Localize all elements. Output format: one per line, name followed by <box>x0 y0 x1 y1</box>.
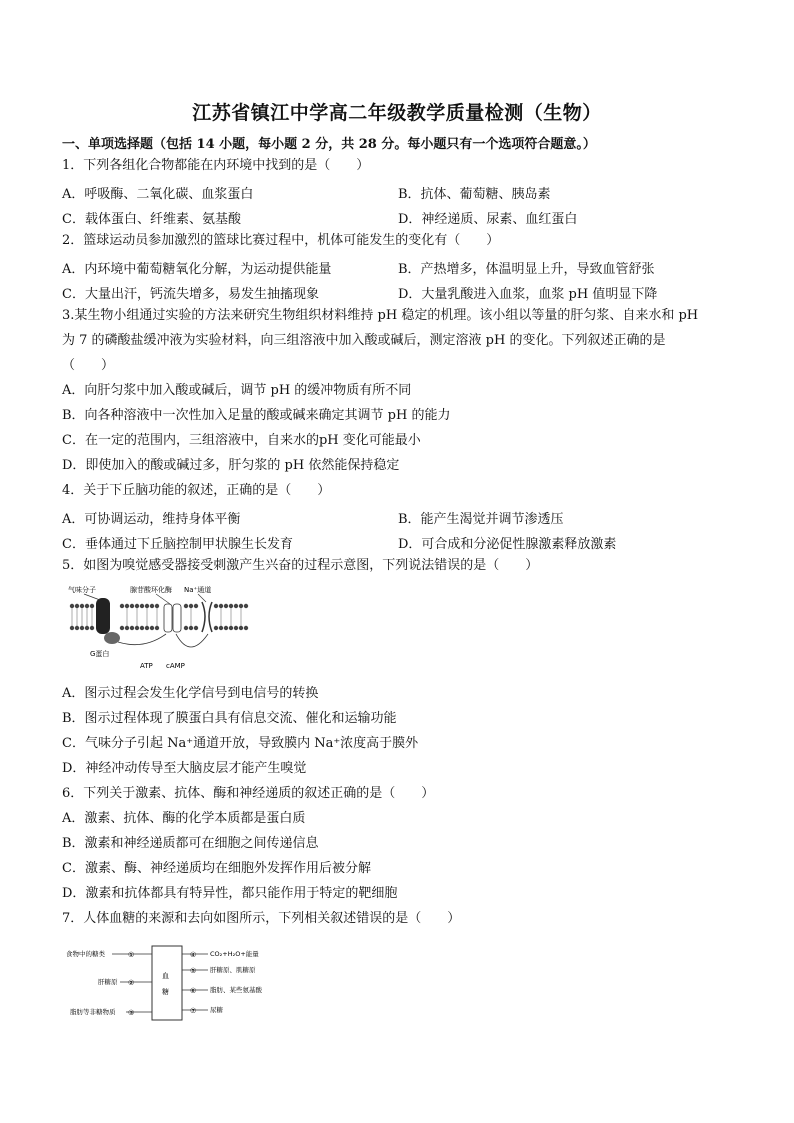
step-2: ② <box>128 979 135 987</box>
q1-option-c: C．载体蛋白、纤维素、氨基酸 <box>62 212 241 227</box>
q6-option-a: A．激素、抗体、酶的化学本质都是蛋白质 <box>62 811 306 826</box>
q2-option-d: D．大量乳酸进入血浆，血浆 pH 值明显下降 <box>398 287 658 302</box>
q3-stem-line3: （ ） <box>62 358 115 373</box>
q1-option-a: A．呼吸酶、二氧化碳、血浆蛋白 <box>62 187 254 202</box>
step-1: ① <box>128 951 135 959</box>
q6-option-b: B．激素和神经递质都可在细胞之间传递信息 <box>62 836 319 851</box>
q3-stem-line1: 3.某生物小组通过实验的方法来研究生物组织材料维持 pH 稳定的机理。该小组以等量的肝匀浆、自来水和 pH <box>62 308 699 323</box>
g-protein <box>104 632 120 644</box>
q2-option-a: A．内环境中葡萄糖氧化分解，为运动提供能量 <box>62 262 332 277</box>
label-adenylate-cyclase: 腺苷酸环化酶 <box>130 586 172 594</box>
q5-option-b: B．图示过程体现了膜蛋白具有信息交流、催化和运输功能 <box>62 711 397 726</box>
step-5: ⑤ <box>190 967 197 975</box>
q3-option-b: B．向各种溶液中一次性加入足量的酸或碱来确定其调节 pH 的能力 <box>62 408 451 423</box>
page-title: 江苏省镇江中学高二年级教学质量检测（生物） <box>192 102 602 124</box>
output-urine-sugar: 尿糖 <box>210 1006 223 1014</box>
label-na-channel: Na⁺通道 <box>184 586 212 594</box>
q2-option-c: C．大量出汗，钙流失增多，易发生抽搐现象 <box>62 287 319 302</box>
label-g-protein: G蛋白 <box>90 650 110 658</box>
q1-stem: 1．下列各组化合物都能在内环境中找到的是（ ） <box>62 158 370 173</box>
label-atp: ATP <box>140 662 153 670</box>
q4-stem: 4．关于下丘脑功能的叙述，正确的是（ ） <box>62 483 331 498</box>
step-3: ③ <box>128 1009 135 1017</box>
blood-glucose-box <box>152 946 182 1020</box>
q3-option-c: C．在一定的范围内，三组溶液中，自来水的pH 变化可能最小 <box>62 433 421 448</box>
q7-stem: 7．人体血糖的来源和去向如图所示，下列相关叙述错误的是（ ） <box>62 911 461 926</box>
section-heading: 一、单项选择题（包括 14 小题，每小题 2 分，共 28 分。每小题只有一个选项符合题意。） <box>62 137 596 152</box>
q6-option-c: C．激素、酶、神经递质均在细胞外发挥作用后被分解 <box>62 861 371 876</box>
q3-stem-line2: 为 7 的磷酸盐缓冲液为实验材料，向三组溶液中加入酸或碱后，测定溶液 pH 的变化。下列叙述正确的是 <box>62 333 666 348</box>
source-food-carbs: 食物中的糖类 <box>66 950 105 958</box>
cyclase-shape <box>164 604 172 632</box>
q4-option-c: C．垂体通过下丘脑控制甲状腺生长发育 <box>62 537 293 552</box>
source-non-sugar: 脂肪等非糖物质 <box>70 1008 116 1016</box>
q6-stem: 6．下列关于激素、抗体、酶和神经递质的叙述正确的是（ ） <box>62 786 435 801</box>
q4-option-a: A．可协调运动，维持身体平衡 <box>62 512 241 527</box>
odor-receptor <box>96 598 110 634</box>
label-odor-molecule: 气味分子 <box>68 586 96 594</box>
q1-option-d: D．神经递质、尿素、血红蛋白 <box>398 212 578 227</box>
output-fat-amino-acids: 脂肪、某些氨基酸 <box>210 986 262 994</box>
q3-option-a: A．向肝匀浆中加入酸或碱后，调节 pH 的缓冲物质有所不同 <box>62 383 412 398</box>
q4-option-b: B．能产生渴觉并调节渗透压 <box>398 512 564 527</box>
q5-option-c: C．气味分子引起 Na⁺通道开放，导致膜内 Na⁺浓度高于膜外 <box>62 736 419 751</box>
q5-stem: 5．如图为嗅觉感受器接受刺激产生兴奋的过程示意图，下列说法错误的是（ ） <box>62 558 539 573</box>
q1-option-b: B．抗体、葡萄糖、胰岛素 <box>398 187 551 202</box>
step-4: ④ <box>190 951 197 959</box>
q4-option-d: D．可合成和分泌促性腺激素释放激素 <box>398 537 617 552</box>
q2-stem: 2．篮球运动员参加激烈的篮球比赛过程中，机体可能发生的变化有（ ） <box>62 233 500 248</box>
output-glycogen: 肝糖原、肌糖原 <box>210 966 256 974</box>
q2-option-b: B．产热增多，体温明显上升，导致血管舒张 <box>398 262 655 277</box>
box-char-2: 糖 <box>162 988 169 996</box>
box-char-1: 血 <box>162 972 169 980</box>
step-6: ⑥ <box>190 987 197 995</box>
source-liver-glycogen: 肝糖原 <box>98 978 118 986</box>
label-camp: cAMP <box>166 662 185 670</box>
membrane-bilayer <box>68 604 252 630</box>
q6-option-d: D．激素和抗体都具有特异性，都只能作用于特定的靶细胞 <box>62 886 398 901</box>
q5-option-d: D．神经冲动传导至大脑皮层才能产生嗅觉 <box>62 761 307 776</box>
q3-option-d: D．即使加入的酸或碱过多，肝匀浆的 pH 依然能保持稳定 <box>62 458 400 473</box>
step-7: ⑦ <box>190 1007 197 1015</box>
q5-option-a: A．图示过程会发生化学信号到电信号的转换 <box>62 686 319 701</box>
olfactory-membrane-diagram <box>66 582 256 674</box>
output-co2-water-energy: CO₂+H₂O+能量 <box>210 950 259 958</box>
blood-glucose-diagram <box>66 940 306 1024</box>
